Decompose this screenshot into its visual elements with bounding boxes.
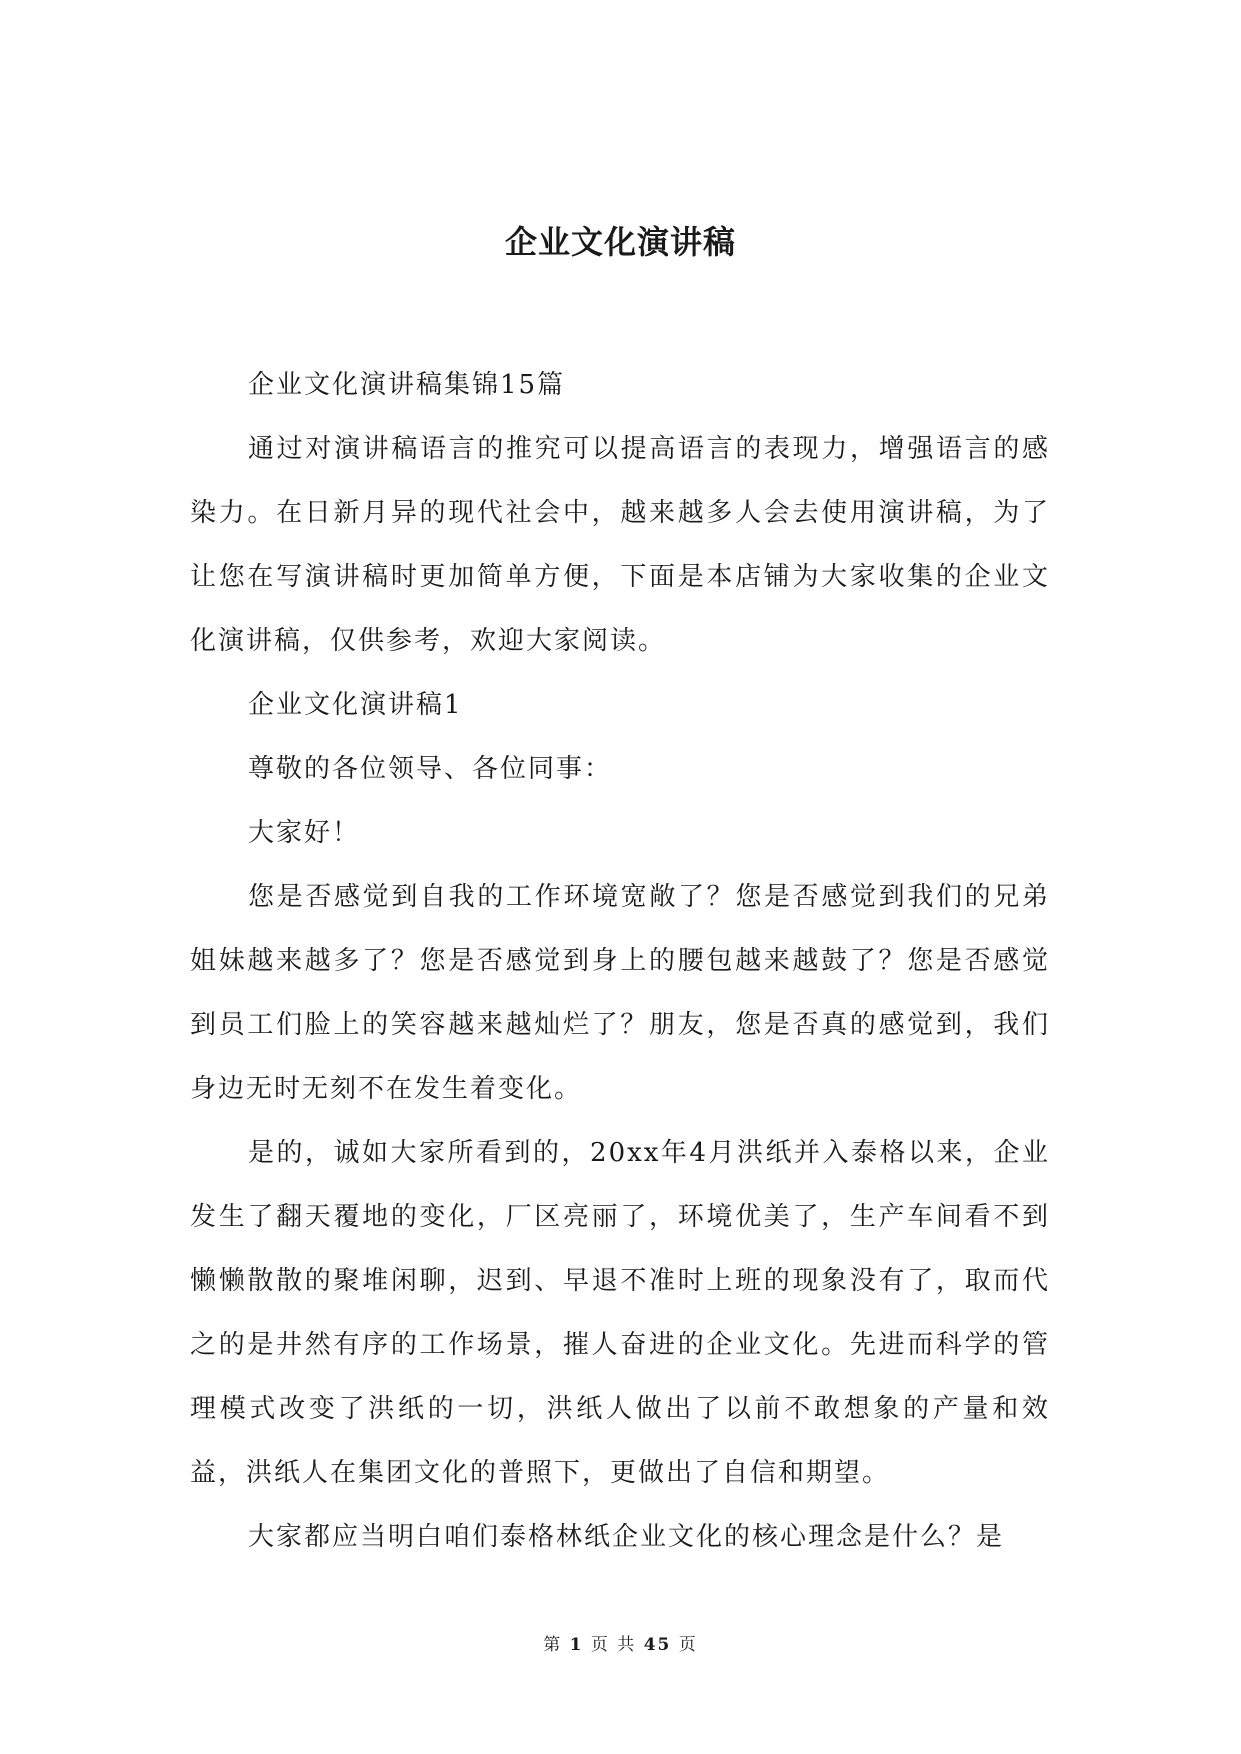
paragraph-subtitle: 企业文化演讲稿集锦15篇 bbox=[248, 370, 566, 400]
footer-suffix: 页 bbox=[678, 1635, 698, 1655]
total-pages-number: 45 bbox=[643, 1635, 672, 1655]
current-page-number: 1 bbox=[569, 1635, 584, 1655]
footer-middle: 页 共 bbox=[590, 1635, 637, 1655]
paragraph-salutation: 尊敬的各位领导、各位同事： bbox=[248, 754, 613, 784]
paragraph-intro: 通过对演讲稿语言的推究可以提高语言的表现力，增强语言的感染力。在日新月异的现代社会中，越来越多人会去使用演讲稿，为了让您在写演讲稿时更加简单方便，下面是本店铺为大家收集的企业文化演讲稿，仅供参考，欢迎大家阅读。 bbox=[190, 434, 1050, 656]
document-body bbox=[190, 353, 1050, 1569]
document-title: 企业文化演讲稿 bbox=[504, 223, 736, 261]
paragraph-body: 大家都应当明白咱们泰格林纸企业文化的核心理念是什么？是 bbox=[248, 1522, 1005, 1552]
paragraph-body: 您是否感觉到自我的工作环境宽敞了？您是否感觉到我们的兄弟姐妹越来越多了？您是否感觉到身上的腰包越来越鼓了？您是否感觉到员工们脸上的笑容越来越灿烂了？朋友，您是否真的感觉到，我们身边无时无刻不在发生着变化。 bbox=[190, 882, 1050, 1104]
paragraph-section-heading: 企业文化演讲稿1 bbox=[248, 690, 463, 720]
page-footer bbox=[0, 1633, 1241, 1657]
paragraph-body: 是的，诚如大家所看到的，20xx年4月洪纸并入泰格以来，企业发生了翻天覆地的变化，厂区亮丽了，环境优美了，生产车间看不到懒懒散散的聚堆闲聊，迟到、早退不准时上班的现象没有了，取而代之的是井然有序的工作场景，摧人奋进的企业文化。先进而科学的管理模式改变了洪纸的一切，洪纸人做出了以前不敢想象的产量和效益，洪纸人在集团文化的普照下，更做出了自信和期望。 bbox=[190, 1138, 1050, 1488]
footer-prefix: 第 bbox=[543, 1635, 563, 1655]
paragraph-greeting: 大家好！ bbox=[248, 818, 361, 848]
